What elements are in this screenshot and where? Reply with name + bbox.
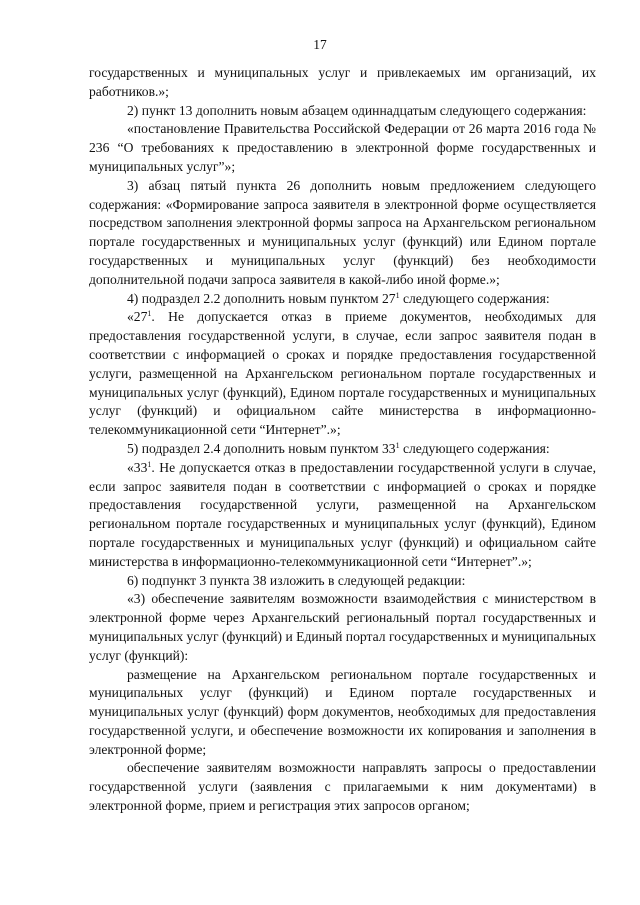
paragraph-text: государственных и муниципальных услуг и привлекаемых им организаций, их работников.»; [89,65,596,99]
paragraph [89,572,596,591]
paragraph [89,177,596,290]
paragraph [89,120,596,176]
paragraph [89,440,596,459]
superscript-index: 1 [395,440,400,450]
paragraph-text: обеспечение заявителям возможности направлять запросы о предоставлении государственной услуги (заявления с прилагаемыми к ним документами) в электронной форме, прием и регистрация этих запросов органом; [89,760,596,814]
paragraph-text-continued: следующего содержания: [399,290,550,306]
paragraph-text-continued: . Не допускается отказ в приеме документов, необходимых для предоставления государственной услуги, в случае, если запрос заявителя подан в соответствии с информацией о сроках и порядке предоставления государственной услуги, размещенной на Архангельском региональном портале государственных и муниципальных услуг (функций), Едином портале государственных и муниципальных услуг (функций) и официальном сайте министерства в информационно-телекоммуникационной сети “Интернет”.»; [89,309,596,438]
paragraph [89,666,596,760]
paragraph-text: 6) подпункт 3 пункта 38 изложить в следующей редакции: [127,572,466,588]
paragraph-text: «33 [127,459,148,475]
paragraph [89,290,596,309]
paragraph-text-continued: следующего содержания: [399,440,550,456]
paragraph [89,459,596,572]
paragraph-text: размещение на Архангельском региональном портале государственных и муниципальных услуг (функций) и Едином портале государственных и муниципальных услуг (функций) форм документов, необходимых для предоставления государственной услуги, и обеспечение возможности их копирования и заполнения в электронной форме; [89,666,596,757]
paragraph-text: «3) обеспечение заявителям возможности взаимодействия с министерством в электронной форме через Архангельский региональный портал государственных и муниципальных услуг (функций) и Единый портал государственных и муниципальных услуг (функций): [89,591,596,663]
paragraph [89,759,596,815]
paragraph-text-continued: . Не допускается отказ в предоставлении государственной услуги в случае, если запрос заявителя подан в соответствии с информацией о сроках и порядке предоставления государственной услуги, размещенной на Архангельском региональном портале государственных и муниципальных услуг (функций), Едином портале государственных и муниципальных услуг (функций) и официальном сайте министерства в информационно-телекоммуникационной сети “Интернет”.»; [89,459,596,569]
superscript-index: 1 [147,309,152,319]
paragraph-text: «27 [127,309,148,325]
paragraph-text: «постановление Правительства Российской Федерации от 26 марта 2016 года № 236 “О требованиях к предоставлению в электронной форме государственных и муниципальных услуг”»; [89,121,596,174]
paragraph-text: 3) абзац пятый пункта 26 дополнить новым предложением следующего содержания: «Формирование запроса заявителя в электронной форме осуществляется посредством заполнения электронной формы запроса на Архангельском региональном портале государственных и муниципальных услуг (функций) или Едином портале государственных и муниципальных услуг (функций) без необходимости дополнительной подачи запроса заявителя в какой-либо иной форме.»; [89,177,596,287]
superscript-index: 1 [395,290,400,300]
paragraph [89,102,596,121]
superscript-index: 1 [147,459,152,469]
page-number: 17 [313,37,327,52]
document-body [89,64,596,816]
paragraph [89,308,596,440]
paragraph-text: 2) пункт 13 дополнить новым абзацем одиннадцатым следующего содержания: [127,102,587,118]
paragraph [89,64,596,102]
paragraph-text: 5) подраздел 2.4 дополнить новым пунктом 33 [127,440,396,456]
paragraph-text: 4) подраздел 2.2 дополнить новым пунктом 27 [127,290,396,306]
paragraph [89,590,596,665]
